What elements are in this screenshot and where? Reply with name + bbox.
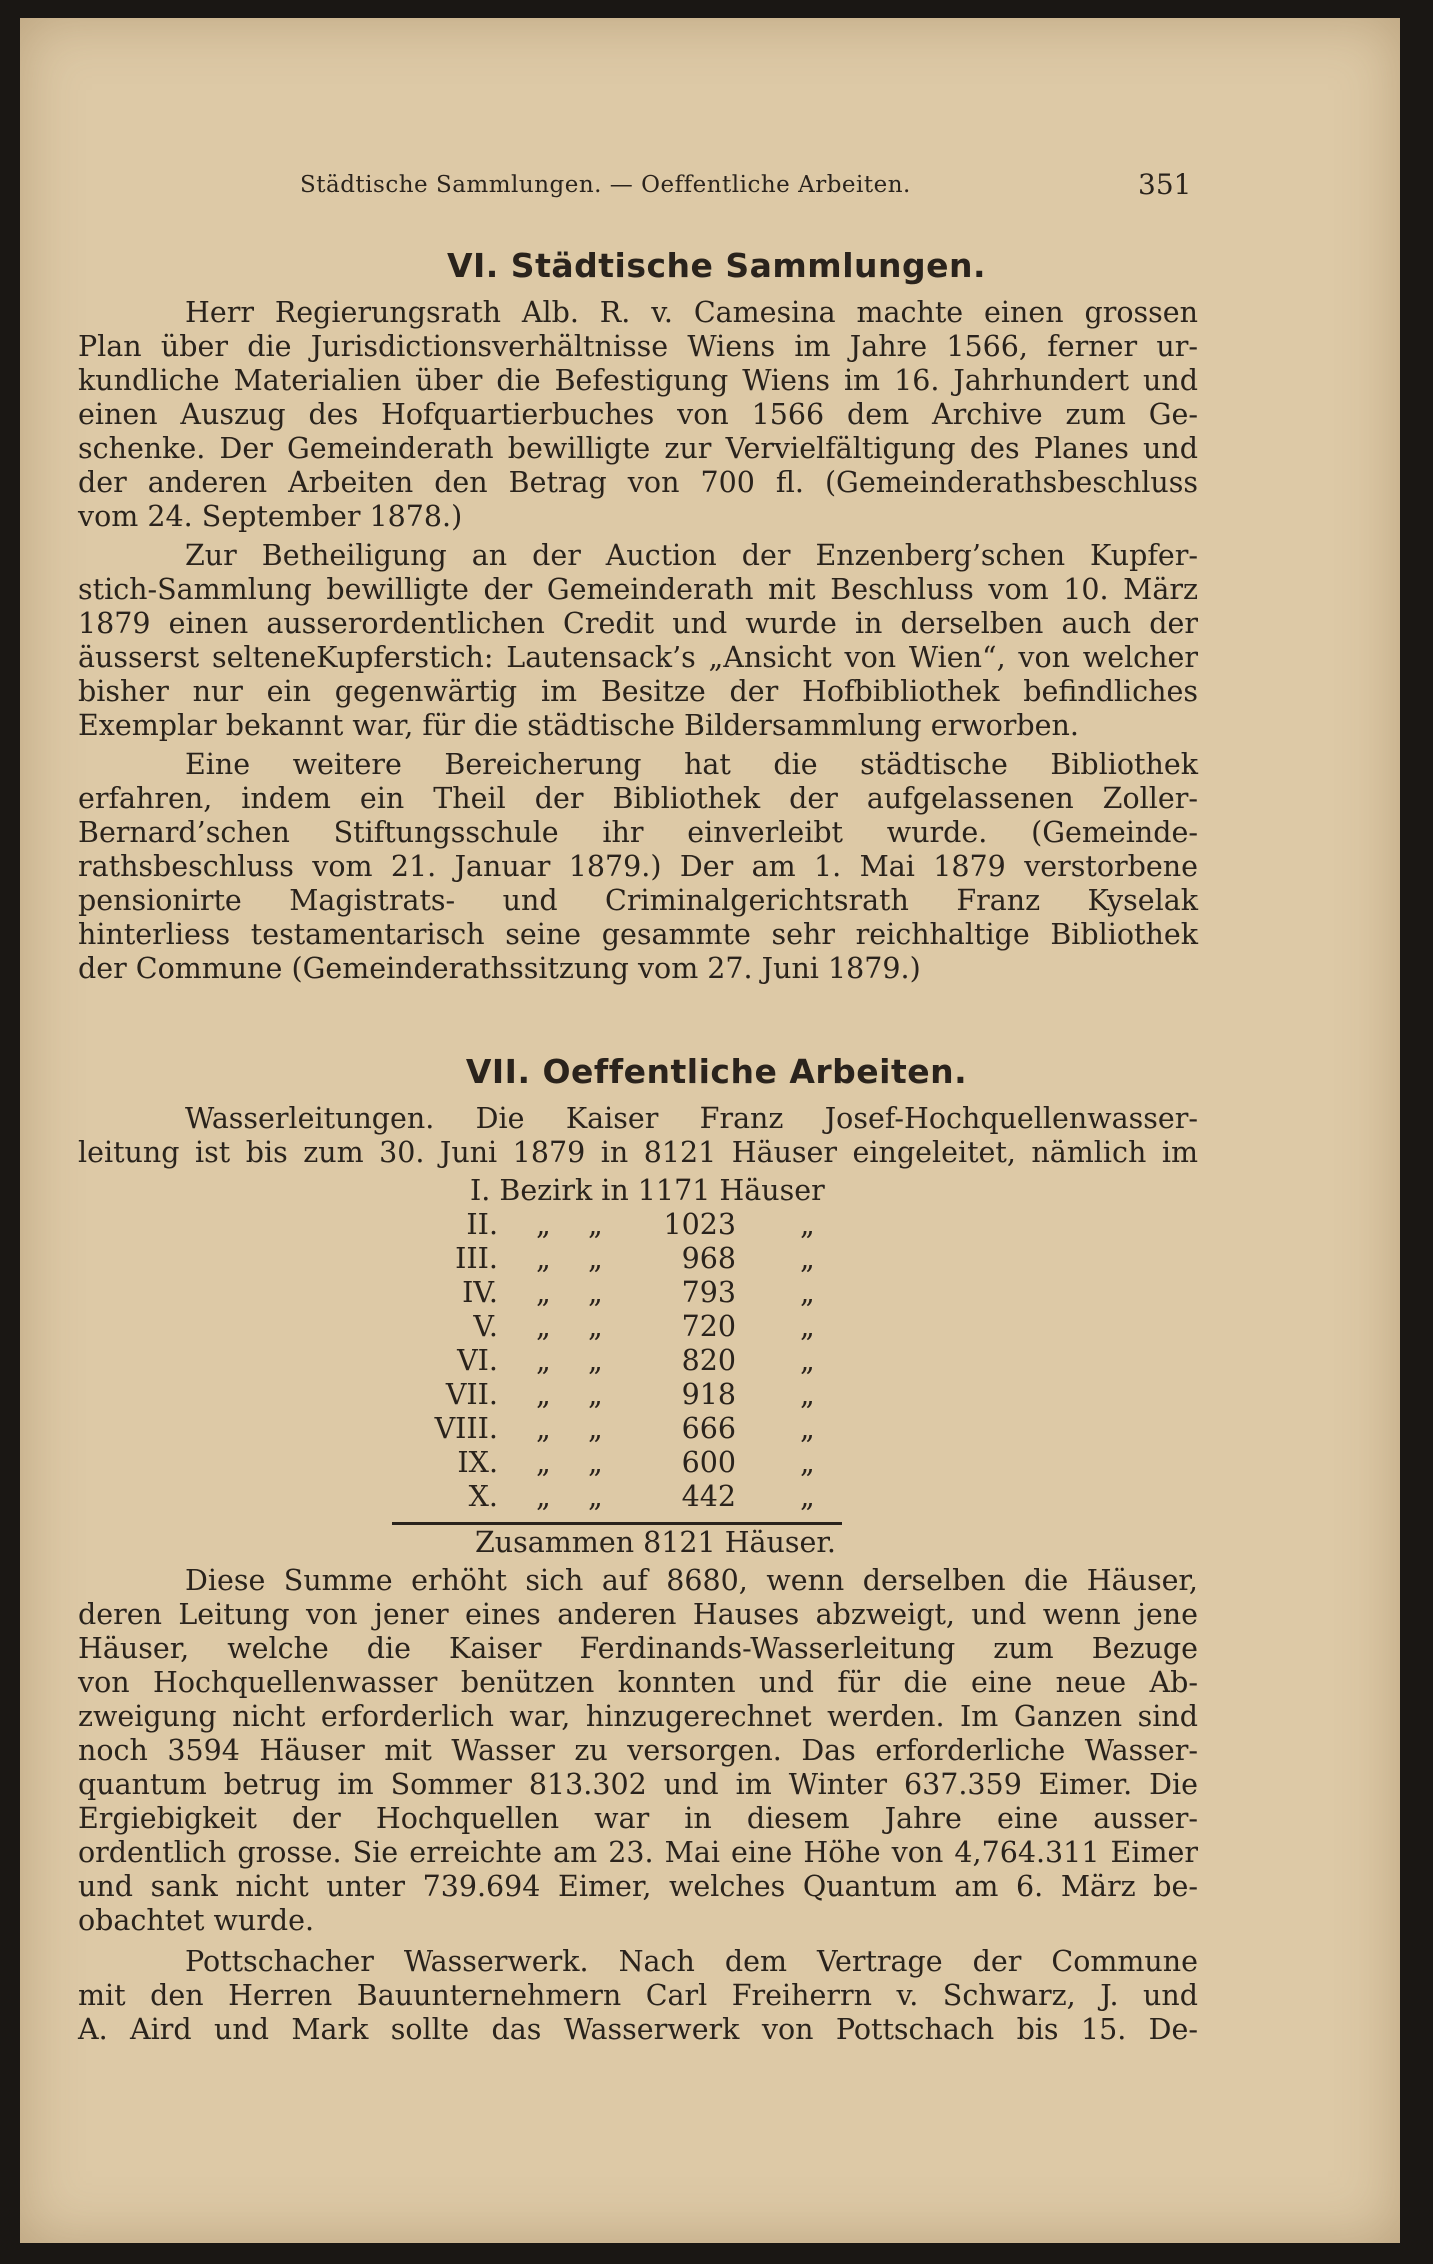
text-line: ordentlich grosse. Sie erreichte am 23. Mai eine Höhe von 4,764.311 Eimer	[78, 1836, 1198, 1869]
text-line: äusserst selteneKupferstich: Lautensack’s „Ansicht von Wien“, von welcher	[78, 641, 1198, 674]
text-line: Ergiebigkeit der Hochquellen war in diesem Jahre eine ausser-	[78, 1802, 1198, 1835]
section-title-vi: VI. Städtische Sammlungen.	[446, 246, 987, 285]
district-label: II.	[466, 1208, 498, 1241]
ditto-mark: „	[588, 1378, 603, 1411]
ditto-mark: „	[536, 1412, 551, 1445]
ditto-mark: „	[800, 1310, 815, 1343]
text-line: pensionirte Magistrats- und Criminalgerichtsrath Franz Kyselak	[78, 884, 1198, 917]
ditto-mark: „	[800, 1412, 815, 1445]
text-line: der anderen Arbeiten den Betrag von 700 fl. (Gemeinderathsbeschluss	[78, 466, 1198, 499]
text-line: obachtet wurde.	[78, 1904, 315, 1937]
ditto-mark: „	[588, 1480, 603, 1513]
house-count: 820	[681, 1344, 736, 1377]
text-line: Häuser, welche die Kaiser Ferdinands-Wasserleitung zum Bezuge	[78, 1632, 1198, 1665]
ditto-mark: „	[536, 1276, 551, 1309]
ditto-mark: „	[536, 1378, 551, 1411]
ditto-mark: „	[800, 1242, 815, 1275]
text-line: 1879 einen ausserordentlichen Credit und wurde in derselben auch der	[78, 607, 1198, 640]
district-label: IV.	[462, 1276, 498, 1309]
text-line: Exemplar bekannt war, für die städtische Bildersammlung erworben.	[78, 709, 1079, 742]
text-line: Zur Betheiligung an der Auction der Enzenberg’schen Kupfer-	[185, 539, 1198, 572]
ditto-mark: „	[800, 1480, 815, 1513]
district-label: X.	[468, 1480, 498, 1513]
text-line: Plan über die Jurisdictionsverhältnisse Wiens im Jahre 1566, ferner ur-	[78, 330, 1198, 363]
text-line: Bernard’schen Stiftungsschule ihr einverleibt wurde. (Gemeinde-	[78, 816, 1198, 849]
text-line: erfahren, indem ein Theil der Bibliothek der aufgelassenen Zoller-	[78, 782, 1198, 815]
district-label: III.	[455, 1242, 498, 1275]
page-number: 351	[1138, 168, 1192, 201]
ditto-mark: „	[588, 1446, 603, 1479]
ditto-mark: „	[800, 1344, 815, 1377]
text-line: Herr Regierungsrath Alb. R. v. Camesina machte einen grossen	[185, 296, 1198, 329]
ditto-mark: „	[536, 1446, 551, 1479]
text-line: Pottschacher Wasserwerk. Nach dem Vertrage der Commune	[185, 1945, 1198, 1978]
ditto-mark: „	[800, 1378, 815, 1411]
ditto-mark: „	[588, 1412, 603, 1445]
text-line: Wasserleitungen. Die Kaiser Franz Josef-Hochquellenwasser-	[185, 1102, 1198, 1135]
section-title-vii: VII. Oeffentliche Arbeiten.	[465, 1052, 968, 1091]
ditto-mark: „	[536, 1310, 551, 1343]
ditto-mark: „	[588, 1276, 603, 1309]
text-line: hinterliess testamentarisch seine gesammte sehr reichhaltige Bibliothek	[78, 918, 1198, 951]
ditto-mark: „	[536, 1208, 551, 1241]
text-line: einen Auszug des Hofquartierbuches von 1566 dem Archive zum Ge-	[78, 398, 1198, 431]
text-line: vom 24. September 1878.)	[78, 500, 463, 533]
text-line: noch 3594 Häuser mit Wasser zu versorgen. Das erforderliche Wasser-	[78, 1734, 1198, 1767]
text-line: A. Aird und Mark sollte das Wasserwerk von Pottschach bis 15. De-	[78, 2013, 1198, 2046]
running-head: Städtische Sammlungen. — Oeffentliche Arbeiten.	[300, 172, 911, 198]
ditto-mark: „	[536, 1344, 551, 1377]
ditto-mark: „	[800, 1276, 815, 1309]
ditto-mark: „	[588, 1344, 603, 1377]
text-line: quantum betrug im Sommer 813.302 und im Winter 637.359 Eimer. Die	[78, 1768, 1198, 1801]
table-sum-rule	[392, 1522, 842, 1525]
text-line: der Commune (Gemeinderathssitzung vom 27. Juni 1879.)	[78, 952, 921, 985]
ditto-mark: „	[536, 1480, 551, 1513]
text-line: mit den Herren Bauunternehmern Carl Freiherrn v. Schwarz, J. und	[78, 1979, 1198, 2012]
table-first-row: I. Bezirk in 1171 Häuser	[470, 1174, 825, 1207]
house-count: 1023	[663, 1208, 736, 1241]
house-count: 666	[681, 1412, 736, 1445]
text-line: Eine weitere Bereicherung hat die städtische Bibliothek	[185, 748, 1198, 781]
ditto-mark: „	[588, 1208, 603, 1241]
text-line: bisher nur ein gegenwärtig im Besitze der Hofbibliothek befindliches	[78, 675, 1198, 708]
ditto-mark: „	[588, 1310, 603, 1343]
house-count: 968	[681, 1242, 736, 1275]
district-label: IX.	[457, 1446, 498, 1479]
ditto-mark: „	[800, 1446, 815, 1479]
text-line: rathsbeschluss vom 21. Januar 1879.) Der am 1. Mai 1879 verstorbene	[78, 850, 1198, 883]
house-count: 720	[681, 1310, 736, 1343]
text-line: leitung ist bis zum 30. Juni 1879 in 8121 Häuser eingeleitet, nämlich im	[78, 1136, 1198, 1169]
text-line: Diese Summe erhöht sich auf 8680, wenn derselben die Häuser,	[185, 1564, 1198, 1597]
district-label: V.	[473, 1310, 498, 1343]
ditto-mark: „	[588, 1242, 603, 1275]
text-line: deren Leitung von jener eines anderen Hauses abzweigt, und wenn jene	[78, 1598, 1198, 1631]
text-line: von Hochquellenwasser benützen konnten und für die eine neue Ab-	[78, 1666, 1198, 1699]
text-line: schenke. Der Gemeinderath bewilligte zur Vervielfältigung des Planes und	[78, 432, 1198, 465]
house-count: 793	[681, 1276, 736, 1309]
text-line: kundliche Materialien über die Befestigung Wiens im 16. Jahrhundert und	[78, 364, 1198, 397]
table-total: Zusammen 8121 Häuser.	[475, 1526, 836, 1559]
house-count: 918	[681, 1378, 736, 1411]
house-count: 600	[681, 1446, 736, 1479]
ditto-mark: „	[800, 1208, 815, 1241]
text-line: zweigung nicht erforderlich war, hinzugerechnet werden. Im Ganzen sind	[78, 1700, 1198, 1733]
text-line: stich-Sammlung bewilligte der Gemeinderath mit Beschluss vom 10. März	[78, 573, 1198, 606]
ditto-mark: „	[536, 1242, 551, 1275]
house-count: 442	[681, 1480, 736, 1513]
district-label: VIII.	[434, 1412, 498, 1445]
text-line: und sank nicht unter 739.694 Eimer, welches Quantum am 6. März be-	[78, 1870, 1198, 1903]
district-label: VI.	[457, 1344, 498, 1377]
district-label: VII.	[445, 1378, 498, 1411]
